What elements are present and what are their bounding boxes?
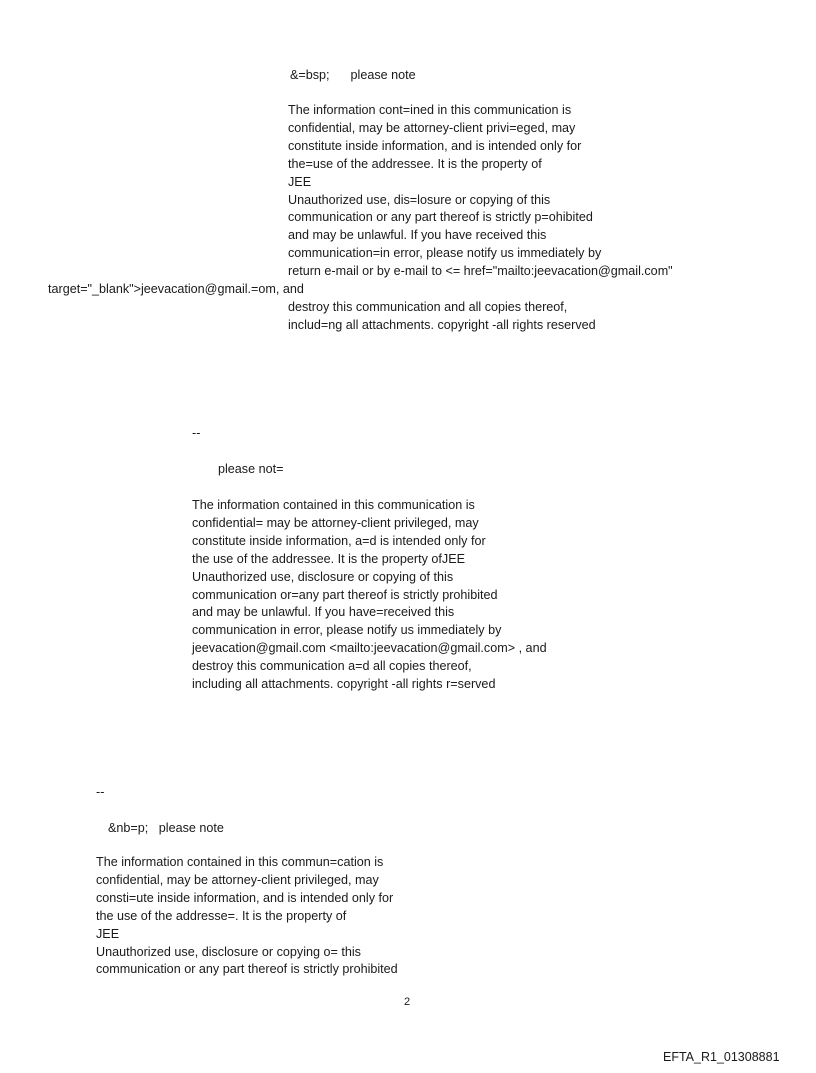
section-2-line-9: jeevacation@gmail.com <mailto:jeevacation@gmail.com> , and — [192, 641, 547, 656]
section-1-wrap-line: target="_blank">jeevacation@gmail.=om, and — [48, 282, 304, 296]
section-2-line-6: communication or=any part thereof is strictly prohibited — [192, 587, 498, 602]
section-2-line-7: and may be unlawful. If you have=received this — [192, 605, 455, 620]
section-2-line-10: destroy this communication a=d all copies thereof, — [192, 659, 472, 674]
section-1-line-4: the=use of the addressee. It is the property of — [288, 156, 542, 171]
section-1-line-6: Unauthorized use, dis=losure or copying of this — [288, 192, 551, 207]
section-1-line-2: confidential, may be attorney-client privi=eged, may — [288, 120, 576, 135]
section-3-line-5: JEE — [96, 926, 120, 941]
section-2-line-4: the use of the addressee. It is the property ofJEE — [192, 551, 466, 566]
section-1-line-10: return e-mail or by e-mail to <= href="mailto:jeevacation@gmail.com" — [288, 264, 673, 279]
section-2-line-8: communication in error, please notify us immediately by — [192, 623, 502, 638]
section-1-line-3: constitute inside information, and is intended only for — [288, 138, 582, 153]
section-3-line-7: communication or any part thereof is strictly prohibited — [96, 962, 398, 977]
page-number: 2 — [404, 996, 411, 1008]
section-2-line-1: The information contained in this communication is — [192, 498, 475, 512]
section-3-line-6: Unauthorized use, disclosure or copying o= this — [96, 944, 361, 959]
document-id: EFTA_R1_01308881 — [663, 1050, 780, 1064]
section-2-line-11: including all attachments. copyright -all rights r=served — [192, 677, 496, 692]
section-2-heading: please not= — [218, 462, 284, 476]
section-1-tail-line-1: destroy this communication and all copies thereof, — [288, 300, 568, 314]
section-3-line-3: consti=ute inside information, and is intended only for — [96, 890, 394, 905]
section-2-separator: -- — [192, 426, 201, 440]
section-1-line-7: communication or any part thereof is strictly p=ohibited — [288, 210, 593, 225]
section-3-line-4: the use of the addresse=. It is the property of — [96, 908, 347, 923]
section-3-separator: -- — [96, 785, 105, 799]
section-1-tail — [288, 299, 596, 335]
section-2-body — [192, 497, 547, 694]
section-2-line-2: confidential= may be attorney-client privileged, may — [192, 515, 479, 530]
section-1-body — [288, 102, 673, 281]
section-3-line-1: The information contained in this commun=cation is — [96, 855, 384, 869]
section-2-line-3: constitute inside information, a=d is intended only for — [192, 533, 486, 548]
section-1-heading: &=bsp; please note — [290, 68, 416, 82]
section-1-line-8: and may be unlawful. If you have received this — [288, 228, 547, 243]
section-1-tail-line-2: includ=ng all attachments. copyright -all rights reserved — [288, 317, 596, 332]
section-3-heading: &nb=p; please note — [108, 821, 224, 835]
section-1-line-5: JEE — [288, 174, 312, 189]
section-3-body — [96, 854, 398, 979]
section-1-line-1: The information cont=ined in this communication is — [288, 103, 572, 117]
section-3-line-2: confidential, may be attorney-client privileged, may — [96, 872, 379, 887]
section-1-line-9: communication=in error, please notify us immediately by — [288, 246, 602, 261]
section-2-line-5: Unauthorized use, disclosure or copying of this — [192, 569, 454, 584]
